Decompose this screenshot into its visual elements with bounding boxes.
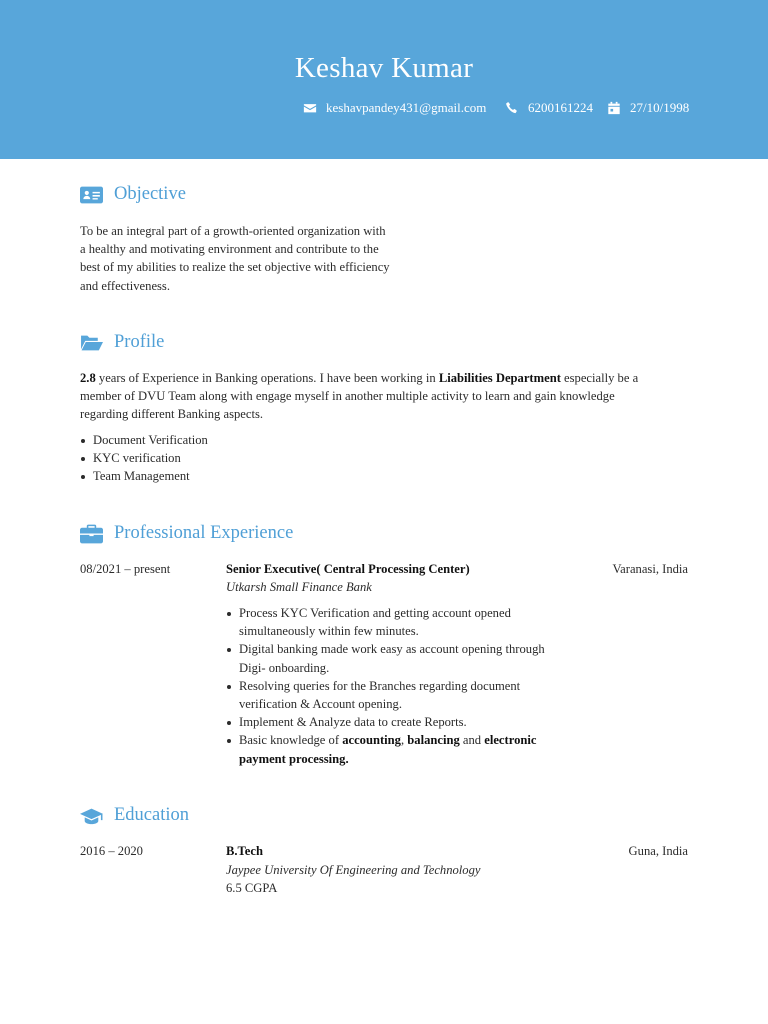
objective-heading: [80, 184, 186, 205]
text-line: best of my abilities to realize the set objective with efficiency: [80, 260, 390, 275]
profile-text: [80, 369, 690, 424]
list-item: [226, 677, 586, 713]
job-location: Varanasi, India: [612, 562, 688, 576]
skill-keyword: accounting: [342, 733, 401, 748]
text-line: Digital banking made work easy as account opening through: [239, 642, 545, 657]
text-line: Implement & Analyze data to create Reports.: [239, 715, 467, 730]
department-name: Liabilities Department: [438, 371, 561, 385]
dob-text: 27/10/1998: [630, 100, 690, 115]
experience-heading: [80, 523, 293, 544]
folder-open-icon: [80, 333, 103, 353]
candidate-name: Keshav Kumar: [294, 52, 474, 84]
list-item: [226, 731, 586, 767]
text-line: [80, 369, 690, 387]
years-value: 2.8: [80, 371, 96, 385]
text-line: To be an integral part of a growth-oriented organization with: [80, 224, 386, 238]
education-location: Guna, India: [628, 844, 688, 858]
briefcase-icon: [80, 524, 103, 544]
text-fragment: especially be a: [560, 371, 639, 385]
school-name: Jaypee University Of Engineering and Technology: [226, 863, 481, 877]
id-card-icon: [80, 185, 103, 205]
experience-dates: 08/2021 – present: [80, 562, 171, 576]
email-text: keshavpandey431@gmail.com: [326, 100, 487, 115]
contact-email[interactable]: [303, 100, 486, 116]
text-fragment: Basic knowledge of: [239, 733, 343, 748]
list-item: [226, 713, 586, 731]
contact-phone[interactable]: [505, 100, 593, 116]
education-dates: 2016 – 2020: [80, 844, 143, 858]
envelope-icon: [303, 101, 317, 115]
section-title: Education: [114, 805, 190, 825]
list-item: [226, 640, 586, 676]
list-item: KYC verification: [80, 449, 208, 467]
list-item: Team Management: [80, 467, 208, 485]
header-banner: [0, 0, 768, 159]
section-title: Objective: [114, 184, 186, 204]
skill-keyword: balancing: [407, 733, 460, 748]
profile-heading: [80, 332, 164, 353]
text-line: Resolving queries for the Branches regarding document: [239, 678, 521, 693]
objective-text: [80, 222, 440, 295]
text-fragment: and: [459, 733, 485, 748]
grade: 6.5 CGPA: [226, 881, 278, 895]
text-line: and effectiveness.: [80, 278, 170, 293]
list-item: Document Verification: [80, 431, 208, 449]
text-line: [239, 750, 586, 768]
education-heading: [80, 805, 189, 826]
phone-icon: [505, 101, 519, 115]
skill-keyword: electronic: [484, 733, 537, 748]
experience-bullets: [226, 604, 586, 768]
text-line: member of DVU Team along with engage myself in another multiple activity to learn and gain knowledge: [80, 389, 615, 404]
text-line: regarding different Banking aspects.: [80, 407, 264, 422]
section-title: Professional Experience: [114, 523, 294, 543]
calendar-icon: [607, 101, 621, 115]
company-name: Utkarsh Small Finance Bank: [226, 580, 372, 594]
text-line: [239, 731, 586, 749]
text-line: verification & Account opening.: [239, 697, 402, 712]
text-fragment: ,: [400, 733, 408, 748]
graduation-cap-icon: [80, 806, 103, 826]
degree-name: B.Tech: [226, 844, 263, 858]
skill-keyword: payment processing.: [239, 751, 349, 766]
text-line: Process KYC Verification and getting account opened: [239, 606, 511, 620]
job-title: Senior Executive( Central Processing Center): [226, 562, 470, 576]
list-item: [226, 604, 586, 640]
phone-text: 6200161224: [528, 100, 593, 115]
text-fragment: years of Experience in Banking operations. I have been working in: [95, 371, 439, 385]
contact-dob: [607, 100, 689, 116]
text-line: a healthy and motivating environment and contribute to the: [80, 242, 379, 257]
profile-skills-list: [80, 431, 208, 486]
text-line: simultaneously within few minutes.: [239, 624, 419, 639]
section-title: Profile: [114, 332, 165, 352]
text-line: Digi- onboarding.: [239, 660, 330, 675]
